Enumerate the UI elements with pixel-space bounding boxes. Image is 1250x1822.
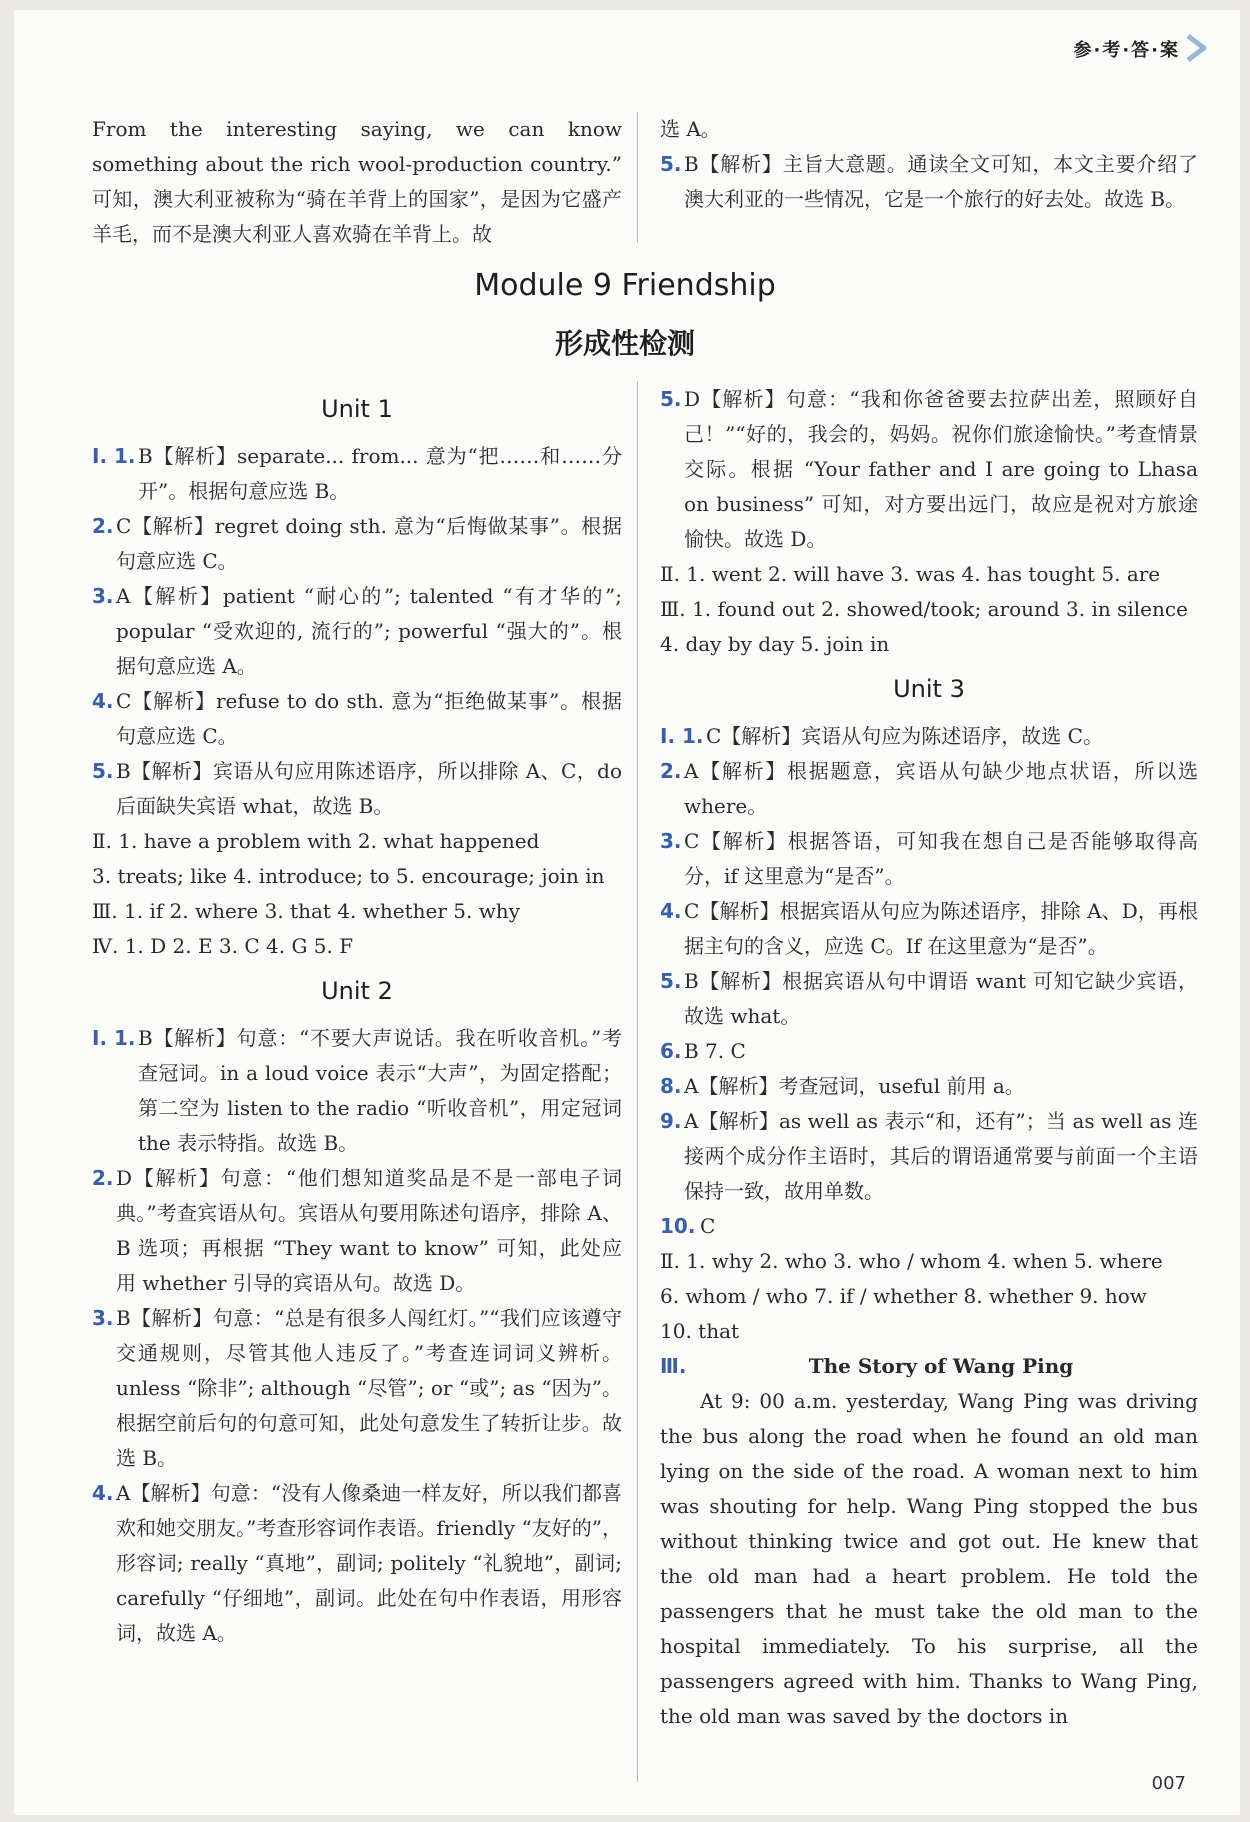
item-text: B【解析】句意：“不要大声说话。我在听收音机。”考查冠词。in a loud voice 表示“大声”，为固定搭配；第二空为 listen to the radio “听收音机”，用定冠词 the 表示特指。故选 B。 bbox=[138, 1026, 622, 1155]
item-number: 2. bbox=[92, 514, 114, 538]
item-number: 5. bbox=[660, 152, 682, 176]
answer-line: Ⅱ. 1. have a problem with 2. what happened bbox=[92, 829, 540, 853]
item-text: C【解析】根据答语，可知我在想自己是否能够取得高分，if 这里意为“是否”。 bbox=[684, 829, 1198, 888]
item-number: 3. bbox=[92, 584, 114, 608]
item-number: Ⅰ. 1. bbox=[92, 1026, 136, 1050]
item-text: A【解析】考查冠词，useful 前用 a。 bbox=[684, 1074, 1025, 1098]
unit1-title: Unit 1 bbox=[321, 395, 393, 423]
item-number: 6. bbox=[660, 1039, 682, 1063]
item-text: C【解析】宾语从句应为陈述语序，故选 C。 bbox=[706, 724, 1103, 748]
page-number: 007 bbox=[1151, 1773, 1186, 1794]
answer-item bbox=[92, 754, 622, 824]
item-text: B 7. C bbox=[684, 1039, 746, 1063]
answer-item bbox=[92, 684, 622, 754]
item-number: 3. bbox=[92, 1306, 114, 1330]
answer-line: Ⅲ. 1. if 2. where 3. that 4. whether 5. why bbox=[92, 899, 520, 923]
chevron-right-icon bbox=[1182, 32, 1212, 64]
story-text: At 9: 00 a.m. yesterday, Wang Ping was driving the bus along the road when he found an old man lying on the side of the road. A woman next to him was shouting for help. Wang Ping stopped the bus without thinking twice and got out. He knew that the old man had a heart problem. He told the passengers that he must take the old man to the hospital immediately. To his surprise, all the passengers agreed with him. Thanks to Wang Ping, the old man was saved by the doctors in bbox=[660, 1389, 1198, 1728]
answer-item bbox=[660, 382, 1198, 557]
item-text: C【解析】regret doing sth. 意为“后悔做某事”。根据句意应选 C。 bbox=[116, 514, 622, 573]
item-number: 2. bbox=[92, 1166, 114, 1190]
answer-line: Ⅲ. 1. found out 2. showed/took; around 3. in silence bbox=[660, 597, 1188, 621]
item-number: 3. bbox=[660, 829, 682, 853]
answer-item bbox=[660, 964, 1198, 1034]
item-number: 10. bbox=[660, 1214, 696, 1238]
item-number: Ⅰ. 1. bbox=[660, 724, 704, 748]
item-text: A【解析】patient “耐心的”; talented “有才华的”; popular “受欢迎的, 流行的”; powerful “强大的”。根据句意应选 A。 bbox=[116, 584, 622, 678]
answer-item bbox=[92, 1301, 622, 1476]
item-text: B【解析】宾语从句应用陈述语序，所以排除 A、C，do 后面缺失宾语 what，故选 B。 bbox=[116, 759, 622, 818]
section-title: 形成性检测 bbox=[554, 327, 695, 360]
answer-item bbox=[660, 1069, 1198, 1104]
top-right-line: 选 A。 bbox=[660, 117, 721, 141]
column-divider-top bbox=[637, 112, 638, 242]
item-text: D【解析】句意：“我和你爸爸要去拉萨出差，照顾好自己！”“好的，我会的，妈妈。祝你们旅途愉快。”考查情景交际。根据 “Your father and I are going to Lhasa on business” 可知，对方要出远门，故应是祝对方旅途愉快。故选 D。 bbox=[684, 387, 1198, 551]
item-text: D【解析】句意：“他们想知道奖品是不是一部电子词典。”考查宾语从句。宾语从句要用陈述句语序，排除 A、B 选项；再根据 “They want to know” 可知，此处应用 whether 引导的宾语从句。故选 D。 bbox=[116, 1166, 622, 1295]
item-number: 5. bbox=[92, 759, 114, 783]
item-number: 2. bbox=[660, 759, 682, 783]
item-number: 5. bbox=[660, 387, 682, 411]
unit3-title: Unit 3 bbox=[893, 675, 965, 703]
answer-line: 6. whom / who 7. if / whether 8. whether 9. how bbox=[660, 1284, 1147, 1308]
answer-line: 3. treats; like 4. introduce; to 5. encourage; join in bbox=[92, 864, 605, 888]
answer-line: 4. day by day 5. join in bbox=[660, 632, 890, 656]
item-number: 9. bbox=[660, 1109, 682, 1133]
answer-item bbox=[660, 147, 1198, 217]
item-number: 8. bbox=[660, 1074, 682, 1098]
answer-item bbox=[660, 824, 1198, 894]
item-number: 5. bbox=[660, 969, 682, 993]
answer-item bbox=[660, 1209, 1198, 1244]
module-title: Module 9 Friendship bbox=[474, 268, 776, 303]
answer-item bbox=[660, 1104, 1198, 1209]
answer-item bbox=[92, 1021, 622, 1161]
item-text: B【解析】根据宾语从句中谓语 want 可知它缺少宾语，故选 what。 bbox=[684, 969, 1198, 1028]
column-divider bbox=[637, 382, 638, 1782]
item-text: A【解析】as well as 表示“和，还有”；当 as well as 连接两个成分作主语时，其后的谓语通常要与前面一个主语保持一致，故用单数。 bbox=[684, 1109, 1198, 1203]
item-number: 4. bbox=[92, 689, 114, 713]
answer-item bbox=[660, 719, 1198, 754]
item-number: Ⅰ. 1. bbox=[92, 444, 136, 468]
answer-item bbox=[660, 894, 1198, 964]
answer-line: Ⅱ. 1. went 2. will have 3. was 4. has tought 5. are bbox=[660, 562, 1161, 586]
answer-line: 10. that bbox=[660, 1319, 740, 1343]
story-heading bbox=[660, 1349, 1198, 1384]
answer-item bbox=[660, 1034, 1198, 1069]
item-number: 4. bbox=[92, 1481, 114, 1505]
item-text: C【解析】refuse to do sth. 意为“拒绝做某事”。根据句意应选 C。 bbox=[116, 689, 622, 748]
item-text: B【解析】主旨大意题。通读全文可知，本文主要介绍了澳大利亚的一些情况，它是一个旅行的好去处。故选 B。 bbox=[684, 152, 1198, 211]
answer-line: Ⅱ. 1. why 2. who 3. who / whom 4. when 5. where bbox=[660, 1249, 1163, 1273]
item-text: A【解析】句意：“没有人像桑迪一样友好，所以我们都喜欢和她交朋友。”考查形容词作表语。friendly “友好的”，形容词; really “真地”，副词; politely “礼貌地”，副词; carefully “仔细地”，副词。此处在句中作表语，用形容词，故选 A。 bbox=[116, 1481, 622, 1645]
answer-item bbox=[92, 579, 622, 684]
item-text: A【解析】根据题意，宾语从句缺少地点状语，所以选 where。 bbox=[684, 759, 1198, 818]
item-text: C bbox=[700, 1214, 716, 1238]
answer-item bbox=[92, 439, 622, 509]
answer-item bbox=[660, 754, 1198, 824]
answer-item bbox=[92, 1476, 622, 1651]
header-label: 参·考·答·案 bbox=[1073, 40, 1180, 61]
top-left-text: From the interesting saying, we can know something about the rich wool-production country.” 可知，澳大利亚被称为“骑在羊背上的国家”，是因为它盛产羊毛，而不是澳大利亚人喜欢骑在羊背上。故 bbox=[92, 117, 622, 246]
answer-line: Ⅳ. 1. D 2. E 3. C 4. G 5. F bbox=[92, 934, 354, 958]
item-text: B【解析】句意：“总是有很多人闯红灯。”“我们应该遵守交通规则，尽管其他人违反了。”考查连词词义辨析。unless “除非”; although “尽管”; or “或”; as “因为”。根据空前后句的句意可知，此处句意发生了转折让步。故选 B。 bbox=[116, 1306, 622, 1470]
item-text: C【解析】根据宾语从句应为陈述语序，排除 A、D，再根据主句的含义，应选 C。If 在这里意为“是否”。 bbox=[684, 899, 1198, 958]
item-text: B【解析】separate... from... 意为“把……和……分开”。根据句意应选 B。 bbox=[138, 444, 622, 503]
answer-item bbox=[92, 1161, 622, 1301]
item-number: Ⅲ. bbox=[660, 1354, 687, 1378]
answer-item bbox=[92, 509, 622, 579]
story-title: The Story of Wang Ping bbox=[808, 1354, 1074, 1378]
item-number: 4. bbox=[660, 899, 682, 923]
unit2-title: Unit 2 bbox=[321, 977, 393, 1005]
